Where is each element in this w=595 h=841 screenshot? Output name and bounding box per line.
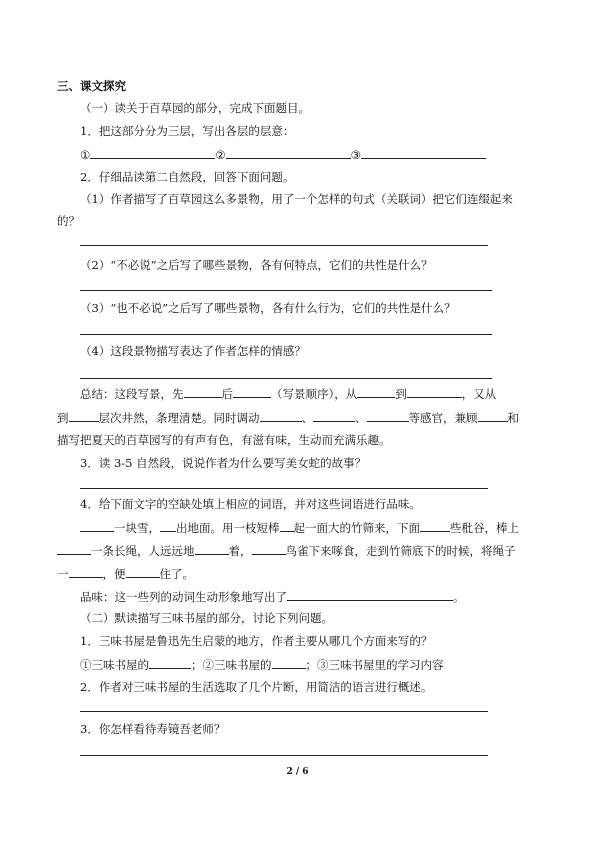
answer-line-q2-3[interactable]	[80, 334, 492, 335]
summary-blank[interactable]	[69, 410, 99, 422]
answer-blank-3[interactable]	[361, 147, 486, 159]
part1-q3: 3．读 3-5 自然段，说说作者为什么要写美女蛇的故事？	[80, 456, 367, 470]
fill-line-3: 一 ，便 住了。	[57, 567, 194, 581]
fill-line-2: 一条长绳，人远远地 着， 鸟雀下来啄食，走到竹筛底下的时候，将绳子	[57, 543, 516, 558]
part1-q2-1-line2: 的？	[57, 214, 80, 228]
part1-q1-answer-row	[80, 147, 486, 162]
part2-q1: 1．三味书屋是鲁迅先生启蒙的地方，作者主要从哪几个方面来写的？	[80, 634, 433, 648]
summary-blank[interactable]	[313, 410, 355, 422]
part1-heading: （一）读关于百草园的部分，完成下面题目。	[80, 101, 310, 115]
part1-q2-1-line1: （1）作者描写了百草园这么多景物，用了一个怎样的句式（关联词）把它们连缀起来	[80, 192, 513, 206]
summary-blank[interactable]	[184, 386, 222, 398]
option-blank[interactable]	[272, 657, 306, 669]
fill-blank[interactable]	[195, 543, 229, 555]
answer-line-part2-q2[interactable]	[80, 711, 488, 712]
part1-q2-4: （4）这段景物描写表达了作者怎样的情感？	[80, 344, 306, 358]
fill-blank[interactable]	[160, 520, 176, 532]
summary-blank[interactable]	[367, 410, 409, 422]
answer-line-q2-4[interactable]	[80, 378, 492, 379]
summary-blank[interactable]	[478, 410, 508, 422]
pinwei-line: 品味：这一些列的动词生动形象地写出了 。	[80, 590, 465, 604]
marker-1: ①	[80, 148, 91, 162]
fill-blank[interactable]	[126, 566, 160, 578]
marker-3: ③	[350, 148, 361, 162]
marker-2: ②	[215, 148, 226, 162]
page-number: 2 / 6	[286, 767, 309, 777]
answer-blank-1[interactable]	[90, 147, 215, 159]
part2-q3: 3．你怎样看待寿镜吾老师？	[80, 722, 226, 736]
part1-q2-2: （2）“不必说”之后写了哪些景物，各有何特点，它们的共性是什么？	[80, 258, 433, 272]
option-blank[interactable]	[149, 657, 191, 669]
summary-blank[interactable]	[260, 410, 302, 422]
fill-blank[interactable]	[252, 543, 286, 555]
summary-blank[interactable]	[357, 386, 395, 398]
fill-blank[interactable]	[69, 566, 103, 578]
answer-line-q2-2[interactable]	[80, 290, 492, 291]
fill-blank[interactable]	[80, 520, 114, 532]
fill-blank[interactable]	[280, 520, 294, 532]
part1-q1: 1．把这部分分为三层，写出各层的层意：	[80, 124, 295, 138]
part1-q2-3: （3）“也不必说”之后写了哪些景物，各有什么行为，它们的共性是什么？	[80, 301, 456, 315]
answer-line-q3[interactable]	[80, 488, 488, 489]
fill-blank[interactable]	[57, 543, 91, 555]
part2-q1-options: ①三味书屋的 ；②三味书屋的 ；③三味书屋里的学习内容	[80, 658, 444, 672]
summary-line-1: 总结：这段写景，先 后 （写景顺序），从 到 ，又从	[80, 387, 497, 401]
section-title: 三、课文探究	[57, 79, 126, 93]
summary-line-2: 到 层次井然，条理清楚。同时调动 、 、 等感官，兼顾 和	[57, 411, 519, 425]
pinwei-blank[interactable]	[287, 589, 453, 601]
fill-line-1: 一块雪， 出地面。用一枝短棒 起一面大的竹筛来，下面 些秕谷，棒上	[80, 520, 519, 535]
summary-blank[interactable]	[233, 386, 271, 398]
summary-line-3: 描写把夏天的百草园写的有声有色，有滋有味，生动而充满乐趣。	[57, 433, 391, 447]
part2-q2: 2．作者对三味书屋的生活选取了几个片断，用简洁的语言进行概述。	[80, 680, 433, 694]
answer-blank-2[interactable]	[226, 147, 351, 159]
part2-heading: （二）默读描写三味书屋的部分，讨论下列问题。	[80, 611, 333, 625]
answer-line-q2-1[interactable]	[80, 245, 488, 246]
summary-blank[interactable]	[407, 386, 462, 398]
answer-line-part2-q3[interactable]	[80, 755, 488, 756]
part1-q2: 2．仔细品读第二自然段，回答下面问题。	[80, 170, 295, 184]
fill-blank[interactable]	[420, 520, 450, 532]
part1-q4: 4．给下面文字的空缺处填上相应的词语，并对这些词语进行品味。	[80, 497, 421, 511]
